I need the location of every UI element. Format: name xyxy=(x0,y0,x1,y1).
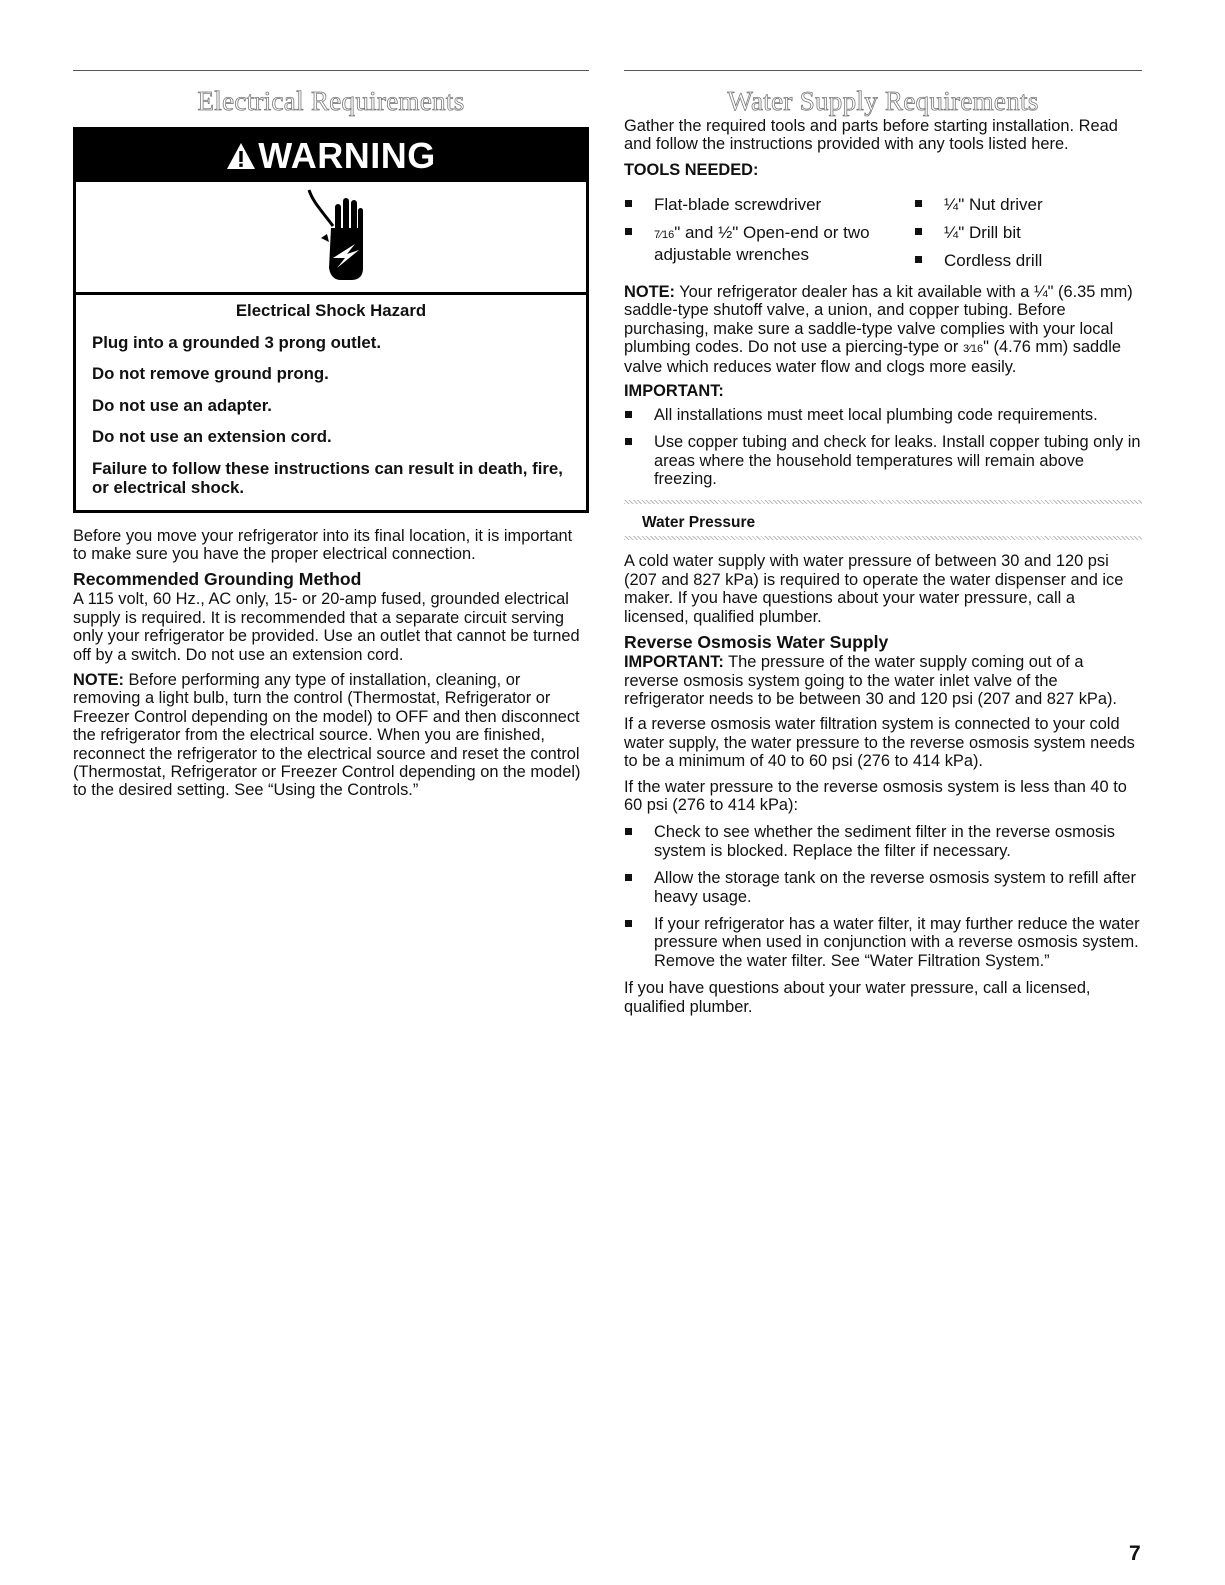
electrical-requirements-section xyxy=(73,70,589,800)
electrical-note xyxy=(73,671,589,800)
section-title: Water Supply Requirements xyxy=(727,86,1039,116)
hazard-line: Do not use an adapter. xyxy=(92,395,272,415)
section-title: Electrical Requirements xyxy=(197,86,465,116)
list-item: If your refrigerator has a water filter, it may further reduce the water pressure when used in conjunction with a reverse osmosis system. Remove the water filter. See “Water Filtration System.” xyxy=(624,915,1142,970)
note-label: NOTE: xyxy=(73,670,124,689)
ro-paragraph: If the water pressure to the reverse osmosis system is less than 40 to 60 psi (276 to 414 kPa): xyxy=(624,777,1127,814)
hazard-line: Do not remove ground prong. xyxy=(92,364,329,383)
list-item: 7⁄16" and ½" Open-end or two adjustable wrenches xyxy=(624,223,914,264)
electrical-intro: Before you move your refrigerator into its final location, it is important to make sure you have the proper electrical connection. xyxy=(73,526,573,563)
section-rule xyxy=(73,70,589,71)
list-item: Check to see whether the sediment filter in the reverse osmosis system is blocked. Replace the filter if necessary. xyxy=(624,823,1142,860)
note-text: Before performing any type of installation, cleaning, or removing a light bulb, turn the control (Thermostat, Refrigerator or Freezer Control depending on the model) to OFF and then disconnect the refrigerator from the electrical source. When you are finished, reconnect the refrigerator to the electrical source and reset the control (Thermostat, Refrigerator or Freezer Control depending on the model) to the desired setting. See “Using the Controls.” xyxy=(73,670,581,800)
warning-triangle-icon xyxy=(226,132,256,184)
hazard-line: Do not use an extension cord. xyxy=(92,427,332,446)
list-item: Flat-blade screwdriver xyxy=(624,195,914,214)
water-supply-section xyxy=(624,70,1142,1016)
tools-list xyxy=(624,186,1142,270)
warning-header xyxy=(76,130,586,182)
ro-important: IMPORTANT: The pressure of the water supply coming out of a reverse osmosis system going to the water inlet valve of the refrigerator needs to be between 30 and 120 psi (207 and 827 kPa). xyxy=(624,653,1117,708)
closing-text: If you have questions about your water pressure, call a licensed, qualified plumber. xyxy=(624,979,1091,1016)
water-intro: Gather the required tools and parts before starting installation. Read and follow the instructions provided with any tools listed here. xyxy=(624,117,1118,154)
section-rule xyxy=(624,70,1142,71)
page-number: 7 xyxy=(1129,1542,1141,1565)
hazard-line: Plug into a grounded 3 prong outlet. xyxy=(92,332,381,352)
ro-heading: Reverse Osmosis Water Supply xyxy=(624,632,889,653)
ro-paragraph: If a reverse osmosis water filtration system is connected to your cold water supply, the water pressure to the reverse osmosis system needs to be a minimum of 40 to 60 psi (276 to 414 kPa). xyxy=(624,715,1135,771)
important-heading: IMPORTANT: xyxy=(624,381,724,400)
electrical-shock-icon xyxy=(76,182,586,295)
list-item: ¼" Drill bit xyxy=(914,223,1142,242)
grounding-text: A 115 volt, 60 Hz., AC only, 15- or 20-amp fused, grounded electrical supply is required. It is recommended that a separate circuit serving only your refrigerator be provided. Use an outlet that cannot be turned off by a switch. Do not use an extension cord. xyxy=(73,590,580,664)
hazard-line: Failure to follow these instructions can result in death, fire, or electrical shock. xyxy=(92,458,563,497)
list-item: Allow the storage tank on the reverse osmosis system to refill after heavy usage. xyxy=(624,869,1142,906)
warning-label: WARNING xyxy=(258,135,436,176)
pressure-text: A cold water supply with water pressure of between 30 and 120 psi (207 and 827 kPa) is required to operate the water dispenser and ice maker. If you have questions about your water pressure, call a licensed, qualified plumber. xyxy=(624,552,1124,626)
tools-heading: TOOLS NEEDED: xyxy=(624,160,759,179)
water-note: NOTE: Your refrigerator dealer has a kit available with a ¼" (6.35 mm) saddle-type shutoff valve, a union, and copper tubing. Before purchasing, make sure a saddle-type valve complies with your local plumbing codes. Do not use a piercing-type or 3⁄16" (4.76 mm) saddle valve which reduces water flow and clogs more easily. xyxy=(624,282,1133,377)
list-item: All installations must meet local plumbing code requirements. xyxy=(624,406,1142,424)
grounding-heading: Recommended Grounding Method xyxy=(73,569,362,590)
water-pressure-bar xyxy=(624,500,1142,540)
list-item: Use copper tubing and check for leaks. Install copper tubing only in areas where the household temperatures will remain above freezing. xyxy=(624,433,1142,488)
warning-box xyxy=(73,127,589,513)
water-pressure-heading: Water Pressure xyxy=(642,514,756,532)
hazard-title: Electrical Shock Hazard xyxy=(235,301,427,320)
list-item: Cordless drill xyxy=(914,251,1142,270)
list-item: ¼" Nut driver xyxy=(914,195,1142,214)
warning-body xyxy=(76,295,586,510)
